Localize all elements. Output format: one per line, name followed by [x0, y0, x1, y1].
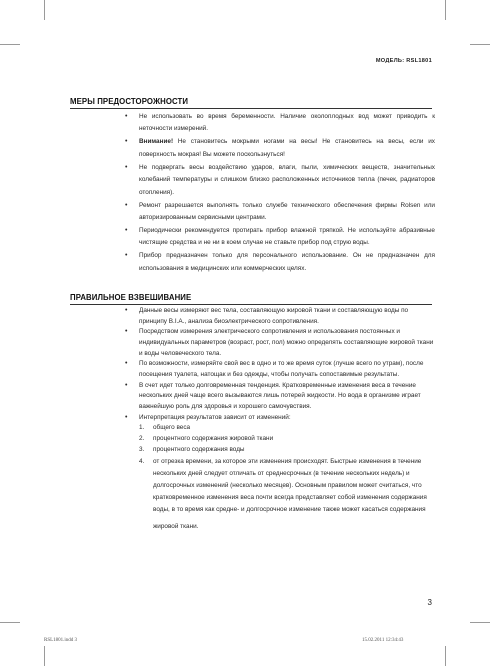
bullet-icon: • [125, 307, 128, 314]
crop-mark [445, 646, 446, 666]
bullet-icon: • [125, 413, 128, 421]
footer-file: RSL1801.indd 3 [44, 638, 78, 643]
section-rule [70, 304, 432, 305]
numbered-item: 1. общего веса [139, 424, 191, 432]
list-item: • Данные весы измеряют вес тела, составляющую жировой ткани и составляющую воды по принципу B.I.A., анализа биоэлектрического сопротивления. [125, 307, 409, 325]
list-item: • Не использовать во время беременности. Наличие околоплодных вод может приводить к неточности измерений. [125, 113, 435, 133]
crop-mark [0, 44, 20, 45]
bullet-icon: • [125, 138, 128, 146]
weighing-heading: ПРАВИЛЬНОЕ ВЗВЕШИВАНИЕ [70, 293, 192, 302]
weighing-list [125, 306, 435, 533]
numbered-item: 4. от отрезка времени, за которое эти изменения происходят. Быстрые изменения в течение нескольких дней следует отличать от среднесрочных (в течение нескольких недель) и долгосрочных изменений (несколько месяцев). Основным правилом может считаться, что кратковременное изменения веса почти всегда представляет собой изменения содержания воды, в то время как средне- и долгосрочное изменение также может касаться содержания [139, 457, 427, 513]
list-item: • Периодически рекомендуется протирать прибор влажной тряпкой. Не используйте абразивные чистящие средства и не ни в коем случае не ставьте прибор под струю воды. [125, 227, 435, 247]
list-item: • Прибор предназначен только для персонального использование. Он не предназначен для использования в медицинских или коммерческих целях. [125, 252, 435, 272]
list-item: • Внимание! Не становитесь мокрыми ногами на весы! Не становитесь на весы, если их поверхность мокрая! Вы можете поскользнуться! [125, 138, 435, 158]
bullet-icon: • [125, 163, 128, 171]
list-item: • В счет идет только долговременная тенденция. Кратковременные изменения веса в течение нескольких дней чаще всего вызываются лишь потерей жидкости. Но вода в организме играет важнейшую роль для здоровья и хорошего самочувствия. [125, 381, 421, 410]
warning-label: Внимание! [139, 138, 174, 146]
crop-mark [0, 622, 20, 623]
changes-sublist [139, 423, 435, 533]
page-number: 3 [427, 598, 432, 607]
list-item: • По возможности, измеряйте свой вес в одно и то же время суток (лучше всего по утрам), после посещения туалета, натощак и без одежды, чтобы получать сопоставимые результаты. [125, 360, 424, 378]
crop-mark [470, 44, 490, 45]
numbered-item: 3. процентного содержания воды [139, 445, 245, 453]
list-item: • Ремонт разрешается выполнять только службе технического обеспечения фирмы Rolsen или авторизированным сервисными центрами. [125, 201, 435, 222]
crop-mark [44, 0, 45, 20]
list-item: • Не подвергать весы воздействию ударов, влаги, пыли, химических веществ, значительных колебаний температуры и слишком близко расположенных источников тепла (печек, радиаторов отопления). [125, 163, 435, 196]
numbered-item: 2. процентного содержания жировой ткани [139, 435, 274, 443]
precautions-heading: МЕРЫ ПРЕДОСТОРОЖНОСТИ [70, 97, 189, 106]
bullet-icon: • [125, 252, 128, 260]
numbered-item: жировой ткани. [153, 522, 199, 530]
bullet-icon: • [125, 328, 128, 336]
model-label: МОДЕЛЬ: RSL1801 [375, 58, 432, 64]
list-item: • Посредством измерения электрического сопротивления и использования постоянных и индивидуальных параметров (возраст, рост, пол) можно определять составляющие жировой ткани и воды человеческого тела. [125, 328, 434, 357]
bullet-icon: • [125, 201, 128, 209]
bullet-icon: • [125, 227, 128, 235]
section-rule [70, 108, 432, 109]
footer-timestamp: 15.02.2011 12:34:43 [362, 638, 404, 643]
crop-mark [44, 646, 45, 666]
crop-mark [445, 0, 446, 20]
precautions-list [125, 111, 435, 276]
list-item: • Интерпретация результатов зависит от изменений: 1. общего веса 2. процентного содержания жировой ткани 3. процентного содержания воды 4. от отрезка времени, за которое эти изменения происходят. Быстрые изменения в течение нескольких дней следует отличать от среднесрочных (в течение нескольких недель) и долгосрочных изменений (несколько месяцев). Основным правилом может считаться, что кратковременное изменения веса почти всегда представляет собой изменения содержания воды, в то время как средне- и долгосрочное изменение также может касаться содержания жировой ткани. [125, 413, 435, 533]
bullet-icon: • [125, 113, 128, 120]
crop-mark [470, 622, 490, 623]
bullet-icon: • [125, 360, 128, 368]
bullet-icon: • [125, 381, 128, 389]
